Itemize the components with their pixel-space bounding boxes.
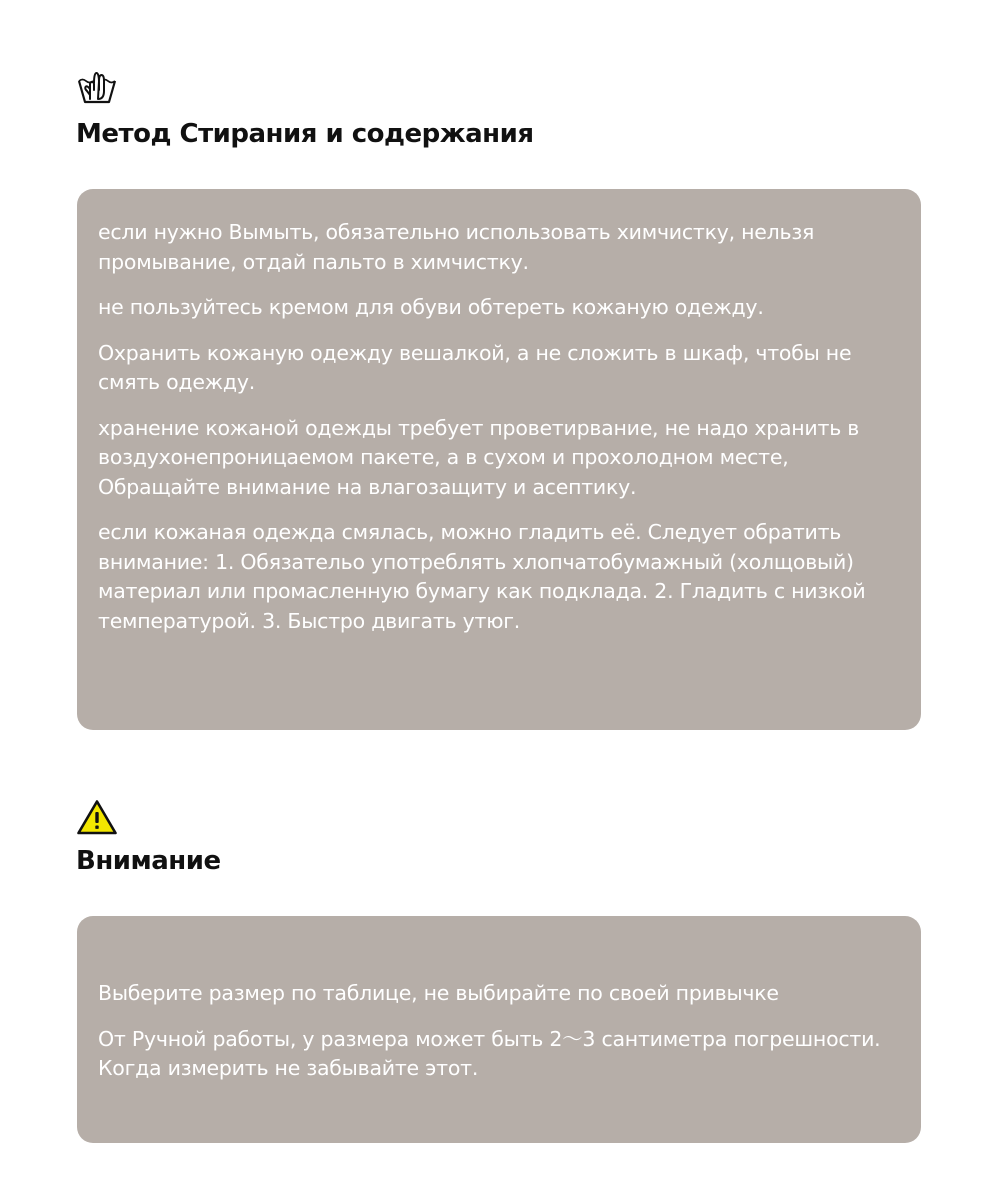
- hand-wash-icon: [76, 69, 118, 105]
- attention-card: [77, 916, 921, 1143]
- section-title-wash: Метод Стирания и содержания: [76, 119, 534, 149]
- care-instructions-card: [77, 189, 921, 730]
- care-paragraph: Охранить кожаную одежду вешалкой, а не сложить в шкаф, чтобы не смять одежду.: [98, 340, 852, 394]
- care-paragraph: если нужно Вымыть, обязательно использовать химчистку, нельзя промывание, отдай пальто в химчистку.: [98, 220, 815, 274]
- warning-icon: [76, 799, 118, 835]
- care-paragraph: хранение кожаной одежды требует проветирвание, не надо хранить в воздухонепроницаемом пакете, а в сухом и прохолодном месте, Обращайте внимание на влагозащиту и асептику.: [98, 415, 860, 499]
- attention-paragraph: От Ручной работы, у размера может быть 2〜3 сантиметра погрешности. Когда измерить не забывайте этот.: [98, 1026, 881, 1080]
- care-paragraph: если кожаная одежда смялась, можно гладить её. Следует обратить внимание: 1. Обязательо употреблять хлопчатобумажный (холщовый) материал или промасленную бумагу как подклада. 2. Гладить с низкой температурой. 3. Быстро двигать утюг.: [98, 520, 866, 633]
- attention-paragraph: Выберите размер по таблице, не выбирайте по своей привычке: [98, 981, 779, 1005]
- care-paragraph: не пользуйтесь кремом для обуви обтереть кожаную одежду.: [98, 295, 764, 319]
- section-title-attention: Внимание: [76, 846, 221, 876]
